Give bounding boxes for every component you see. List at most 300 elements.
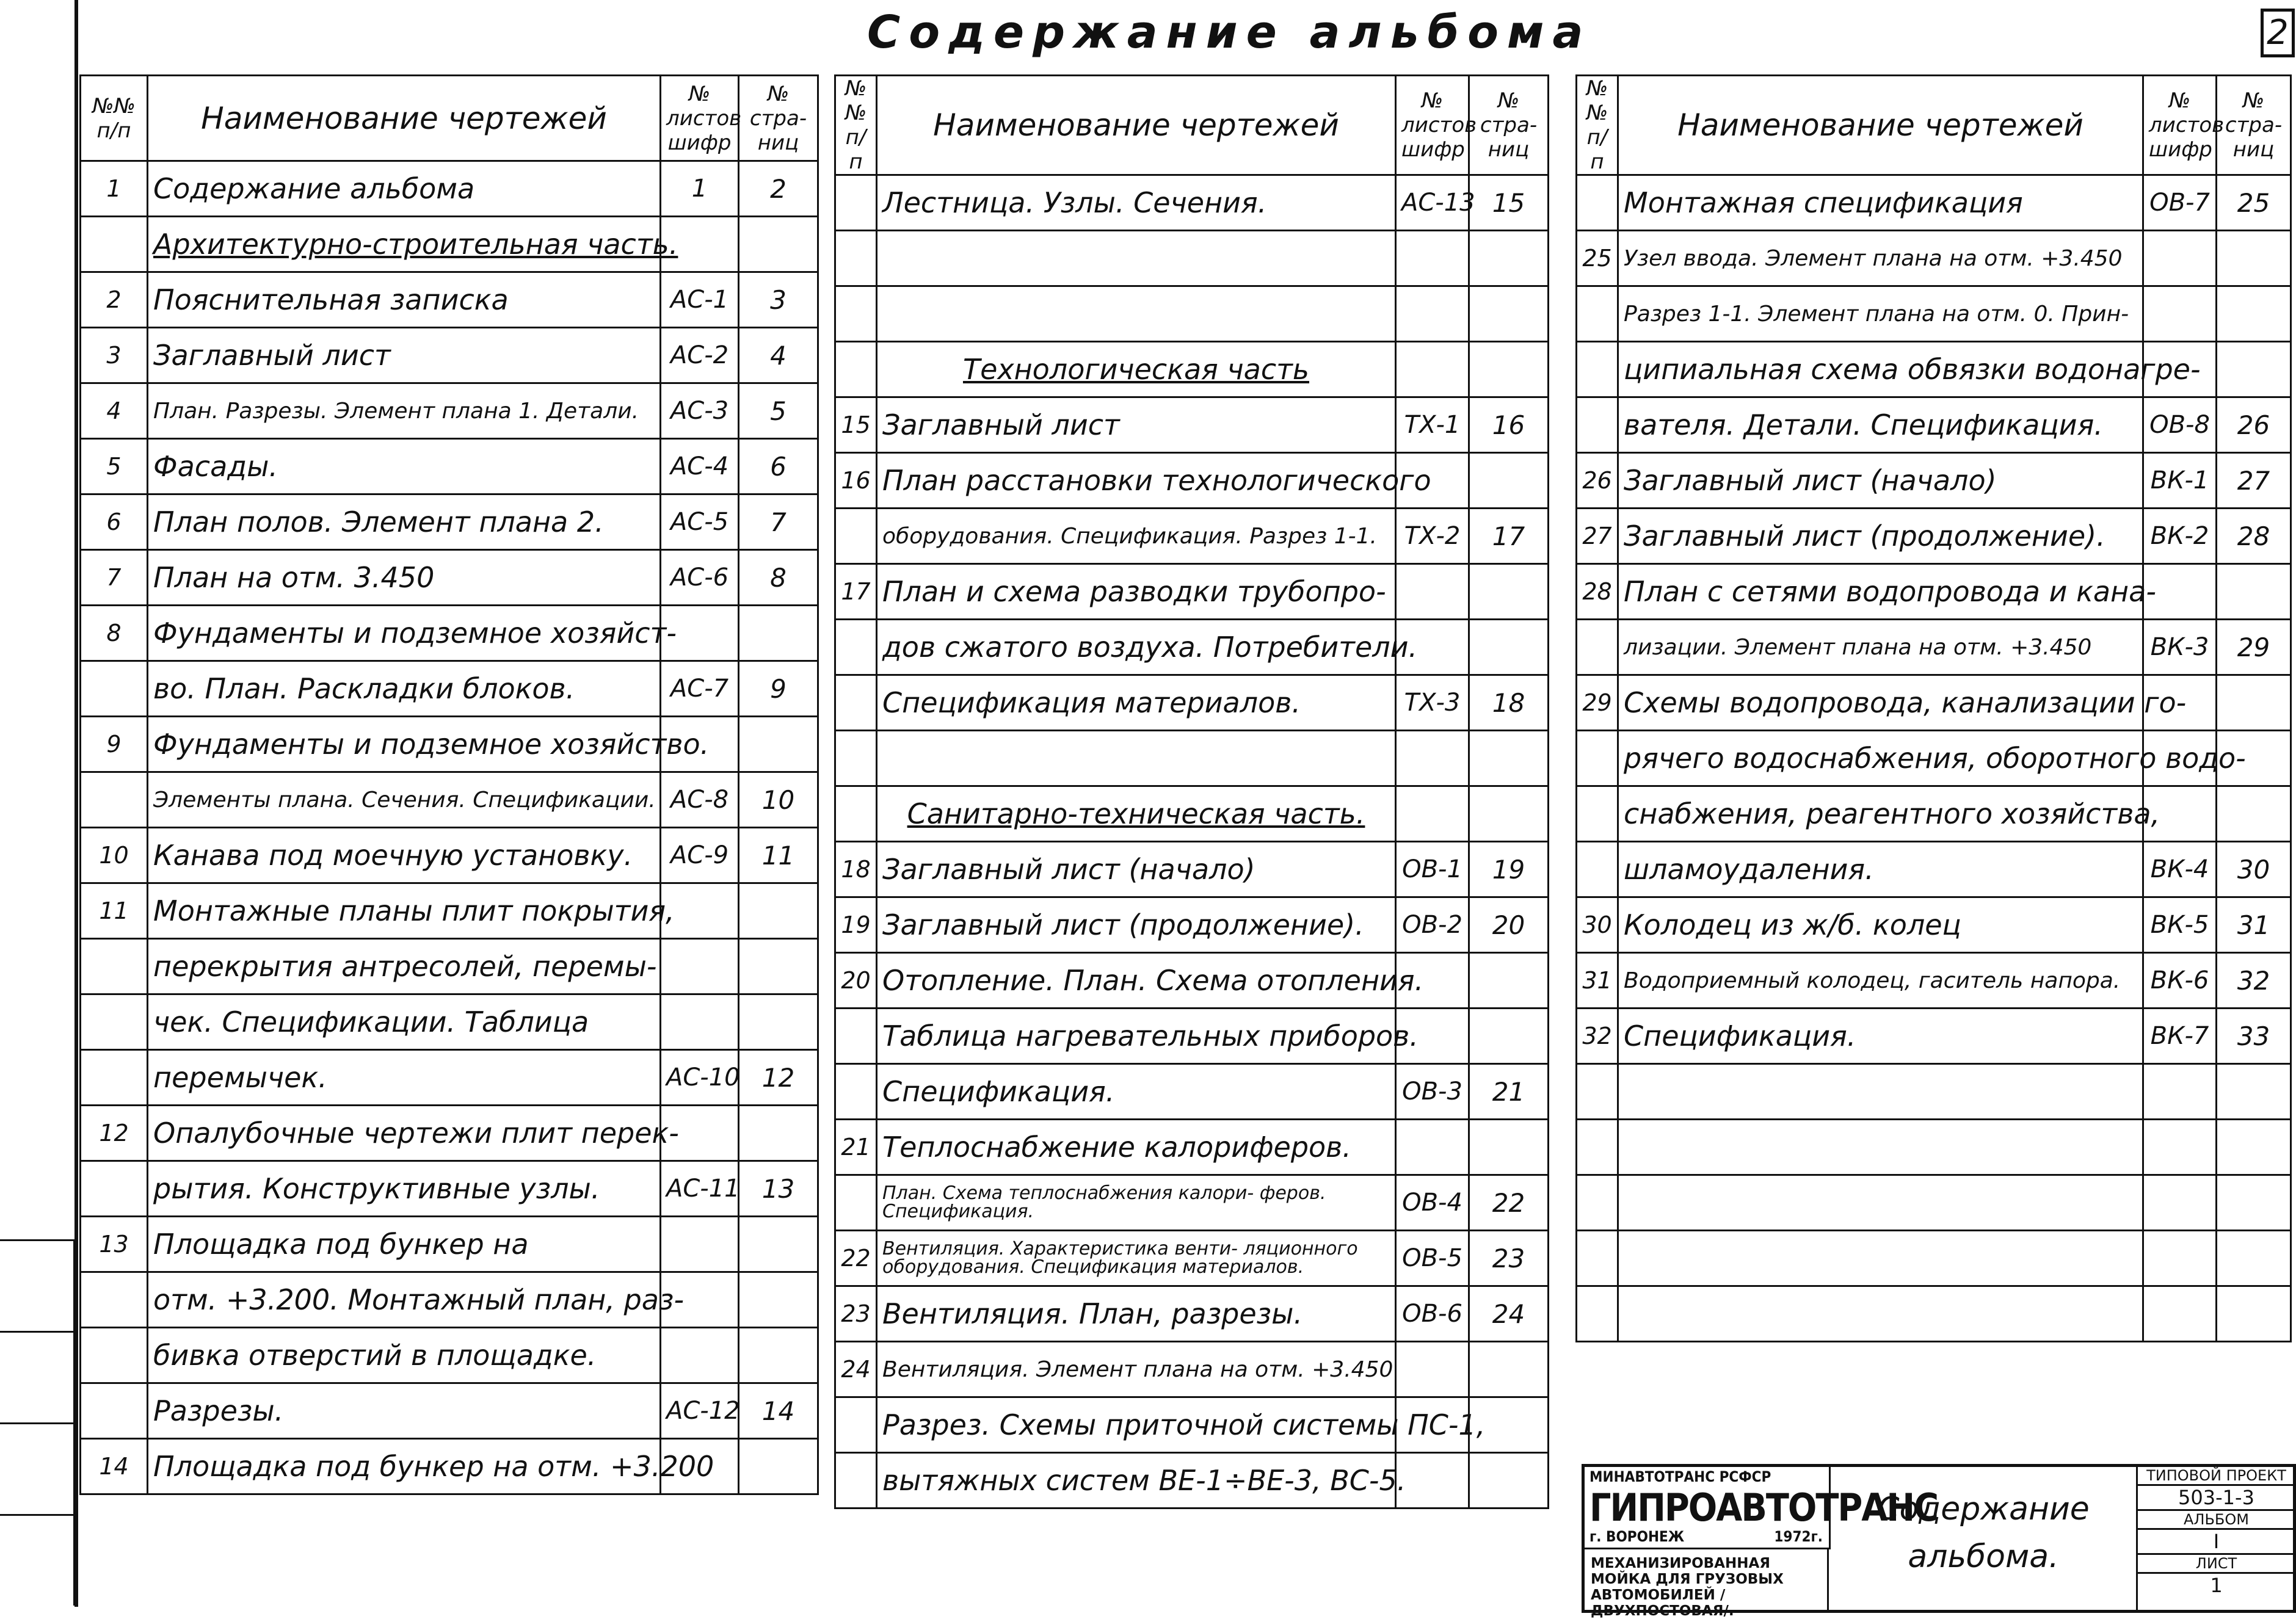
row-name: Технологическая часть (877, 342, 1396, 397)
table-row (81, 439, 818, 494)
row-num (835, 1064, 877, 1120)
row-sheet: ВК-6 (2143, 953, 2217, 1009)
table-row (835, 397, 1549, 453)
row-name: Содержание альбома (148, 161, 661, 217)
table-row (1577, 342, 2291, 397)
table-row (81, 883, 818, 939)
table-row (1577, 564, 2291, 620)
row-sheet: АС-11 (661, 1161, 739, 1217)
table-row (1577, 786, 2291, 842)
row-page (739, 939, 818, 994)
row-num (1577, 1286, 1618, 1342)
row-page (1469, 786, 1549, 842)
row-name: вытяжных систем ВЕ-1÷ВЕ-3, ВС-5. (877, 1453, 1396, 1509)
row-sheet: ОВ-6 (1396, 1286, 1469, 1342)
row-num (1577, 1064, 1618, 1120)
row-num (1577, 342, 1618, 397)
row-name: Архитектурно-строительная часть. (148, 217, 661, 272)
row-page: 16 (1469, 397, 1549, 453)
table-row (81, 1328, 818, 1383)
row-page (1469, 731, 1549, 786)
row-page (2217, 1286, 2291, 1342)
row-page (1469, 1342, 1549, 1397)
row-name: Спецификация. (1618, 1009, 2143, 1064)
row-num: 14 (81, 1439, 148, 1494)
row-num (81, 1161, 148, 1217)
row-page: 33 (2217, 1009, 2291, 1064)
row-name: шламоудаления. (1618, 842, 2143, 897)
row-sheet (2143, 1120, 2217, 1175)
row-num: 26 (1577, 453, 1618, 509)
row-num: 9 (81, 717, 148, 772)
row-name: Лестница. Узлы. Сечения. (877, 175, 1396, 231)
row-sheet (1396, 564, 1469, 620)
row-sheet: ВК-1 (2143, 453, 2217, 509)
row-page (1469, 453, 1549, 509)
organization-name: ГИПРОАВТОТРАНС (1589, 1485, 1938, 1530)
table-row (835, 1397, 1549, 1453)
row-sheet (1396, 1342, 1469, 1397)
row-page: 14 (739, 1383, 818, 1439)
row-name: План на отм. 3.450 (148, 550, 661, 606)
row-sheet (661, 1328, 739, 1383)
table-row (81, 1439, 818, 1494)
row-page (1469, 620, 1549, 675)
row-num (835, 175, 877, 231)
row-num: 5 (81, 439, 148, 494)
row-name: Вентиляция. Элемент плана на отм. +3.450 (877, 1342, 1396, 1397)
row-sheet (2143, 1286, 2217, 1342)
row-page: 15 (1469, 175, 1549, 231)
row-name (1618, 1120, 2143, 1175)
row-sheet: ОВ-8 (2143, 397, 2217, 453)
row-name: Элементы плана. Сечения. Спецификации. (148, 772, 661, 828)
table-row (1577, 953, 2291, 1009)
row-name: Монтажная спецификация (1618, 175, 2143, 231)
row-name: Отопление. План. Схема отопления. (877, 953, 1396, 1009)
row-page: 10 (739, 772, 818, 828)
row-name: Заглавный лист (начало) (1618, 453, 2143, 509)
table-row (1577, 453, 2291, 509)
row-sheet: ВК-7 (2143, 1009, 2217, 1064)
contents-table-2 (834, 74, 1549, 1509)
row-page: 17 (1469, 509, 1549, 564)
row-name: Спецификация материалов. (877, 675, 1396, 731)
row-page (1469, 953, 1549, 1009)
row-num: 20 (835, 953, 877, 1009)
table-row (835, 731, 1549, 786)
sheet-description-line2: альбома. (1908, 1538, 2059, 1575)
row-page (1469, 231, 1549, 286)
row-num (835, 286, 877, 342)
row-name (877, 286, 1396, 342)
row-num (81, 994, 148, 1050)
organization-block (1585, 1467, 1938, 1549)
row-num: 8 (81, 606, 148, 661)
row-page (2217, 1120, 2291, 1175)
project-code: 503-1-3 (2138, 1486, 2295, 1511)
table-row (835, 286, 1549, 342)
table-row (835, 842, 1549, 897)
row-num (1577, 1120, 1618, 1175)
row-num (81, 1272, 148, 1328)
row-name: Спецификация. (877, 1064, 1396, 1120)
table-row (1577, 397, 2291, 453)
row-page (739, 994, 818, 1050)
row-num (81, 1383, 148, 1439)
row-name: бивка отверстий в площадке. (148, 1328, 661, 1383)
row-page (2217, 786, 2291, 842)
row-page: 32 (2217, 953, 2291, 1009)
row-num: 30 (1577, 897, 1618, 953)
row-name: Заглавный лист (продолжение). (877, 897, 1396, 953)
row-page (739, 1217, 818, 1272)
row-name: Теплоснабжение калориферов. (877, 1120, 1396, 1175)
header-name: Наименование чертежей (877, 76, 1396, 175)
row-num (81, 1050, 148, 1106)
row-num (81, 1328, 148, 1383)
row-sheet: ВК-4 (2143, 842, 2217, 897)
table-row (81, 828, 818, 883)
row-num (1577, 175, 1618, 231)
row-page: 13 (739, 1161, 818, 1217)
table-row (1577, 509, 2291, 564)
table-row (835, 509, 1549, 564)
row-sheet (2143, 1231, 2217, 1286)
row-sheet (2143, 1175, 2217, 1231)
table-row (1577, 175, 2291, 231)
row-sheet: АС-12 (661, 1383, 739, 1439)
table-row (1577, 842, 2291, 897)
row-name: отм. +3.200. Монтажный план, раз- (148, 1272, 661, 1328)
row-num: 2 (81, 272, 148, 328)
row-name: Водоприемный колодец, гаситель напора. (1618, 953, 2143, 1009)
row-name: рытия. Конструктивные узлы. (148, 1161, 661, 1217)
table-row (835, 453, 1549, 509)
table-row (835, 175, 1549, 231)
row-page: 4 (739, 328, 818, 383)
row-page: 3 (739, 272, 818, 328)
row-name: Санитарно-техническая часть. (877, 786, 1396, 842)
title-block-stamp (1582, 1464, 2296, 1619)
row-page (739, 883, 818, 939)
row-num (1577, 620, 1618, 675)
row-name: Заглавный лист (начало) (877, 842, 1396, 897)
table-row (1577, 897, 2291, 953)
table-row (81, 217, 818, 272)
row-page (739, 1439, 818, 1494)
header-num: №№ п/п (1577, 76, 1618, 175)
table-row (1577, 1231, 2291, 1286)
row-num: 6 (81, 494, 148, 550)
row-num: 32 (1577, 1009, 1618, 1064)
row-name (1618, 1231, 2143, 1286)
table-row (835, 1231, 1549, 1286)
row-page (2217, 675, 2291, 731)
row-num (81, 217, 148, 272)
row-page: 12 (739, 1050, 818, 1106)
row-page (1469, 1120, 1549, 1175)
table-row (1577, 731, 2291, 786)
row-name: Площадка под бункер на (148, 1217, 661, 1272)
object-name: МЕХАНИЗИРОВАННАЯ МОЙКА ДЛЯ ГРУЗОВЫХ АВТОМОБИЛЕЙ /ДВУХПОСТОВАЯ/. (1585, 1549, 1829, 1610)
row-num: 7 (81, 550, 148, 606)
row-page (739, 1106, 818, 1161)
row-name: чек. Спецификации. Таблица (148, 994, 661, 1050)
row-sheet: ВК-5 (2143, 897, 2217, 953)
row-sheet: ТХ-3 (1396, 675, 1469, 731)
table-row (1577, 1286, 2291, 1342)
row-page: 24 (1469, 1286, 1549, 1342)
ministry-label: МИНАВТОТРАНС РСФСР (1589, 1468, 1771, 1485)
row-sheet (661, 1217, 739, 1272)
table-row (835, 1342, 1549, 1397)
row-num (81, 772, 148, 828)
row-sheet: АС-6 (661, 550, 739, 606)
row-name: Вентиляция. Характеристика венти- ляционного оборудования. Спецификация материалов. (877, 1231, 1396, 1286)
row-num: 27 (1577, 509, 1618, 564)
organization-year: 1972г. (1774, 1528, 1823, 1545)
row-page: 20 (1469, 897, 1549, 953)
row-num: 31 (1577, 953, 1618, 1009)
header-sheet: № листов шифр (2143, 76, 2217, 175)
row-num: 19 (835, 897, 877, 953)
table-row (81, 383, 818, 439)
row-sheet: АС-1 (661, 272, 739, 328)
row-sheet: ВК-2 (2143, 509, 2217, 564)
row-name: рячего водоснабжения, оборотного водо- (1618, 731, 2143, 786)
row-num (835, 731, 877, 786)
row-name: Площадка под бункер на отм. +3.200 (148, 1439, 661, 1494)
row-num (835, 1009, 877, 1064)
row-sheet: АС-4 (661, 439, 739, 494)
row-name (1618, 1064, 2143, 1120)
table-row (81, 1106, 818, 1161)
row-num (1577, 842, 1618, 897)
row-num (1577, 1175, 1618, 1231)
row-page: 25 (2217, 175, 2291, 231)
row-name: Схемы водопровода, канализации го- (1618, 675, 2143, 731)
organization-city: г. ВОРОНЕЖ (1589, 1528, 1685, 1545)
row-num: 15 (835, 397, 877, 453)
sheet-description-line1: Содержание (1877, 1491, 2090, 1527)
row-page: 31 (2217, 897, 2291, 953)
row-page (2217, 286, 2291, 342)
table-row (81, 494, 818, 550)
row-name: Разрез 1-1. Элемент плана на отм. 0. Прин- (1618, 286, 2143, 342)
table-row (835, 1120, 1549, 1175)
row-name: снабжения, реагентного хозяйства, (1618, 786, 2143, 842)
row-page: 9 (739, 661, 818, 717)
table-row (1577, 620, 2291, 675)
row-page (2217, 231, 2291, 286)
row-name: Монтажные планы плит покрытия, (148, 883, 661, 939)
table-row (81, 328, 818, 383)
table-row (1577, 1120, 2291, 1175)
row-num (1577, 286, 1618, 342)
row-page (739, 717, 818, 772)
row-sheet: ОВ-3 (1396, 1064, 1469, 1120)
row-name: лизации. Элемент плана на отм. +3.450 (1618, 620, 2143, 675)
row-page (1469, 1009, 1549, 1064)
row-name: оборудования. Спецификация. Разрез 1-1. (877, 509, 1396, 564)
row-sheet (1396, 231, 1469, 286)
row-name: План полов. Элемент плана 2. (148, 494, 661, 550)
table-row (81, 717, 818, 772)
row-sheet (1396, 731, 1469, 786)
table-row (81, 1272, 818, 1328)
contents-table-1 (79, 74, 819, 1495)
row-num: 23 (835, 1286, 877, 1342)
row-page (2217, 1231, 2291, 1286)
table-row (81, 272, 818, 328)
row-page: 5 (739, 383, 818, 439)
row-page (2217, 1175, 2291, 1231)
album-label: АЛЬБОМ (2138, 1511, 2295, 1530)
row-name: Таблица нагревательных приборов. (877, 1009, 1396, 1064)
table-row (835, 342, 1549, 397)
row-num (835, 786, 877, 842)
row-sheet: ОВ-4 (1396, 1175, 1469, 1231)
row-name: Канава под моечную установку. (148, 828, 661, 883)
row-num: 12 (81, 1106, 148, 1161)
table-row (81, 550, 818, 606)
table-row (835, 620, 1549, 675)
row-num: 25 (1577, 231, 1618, 286)
row-num: 17 (835, 564, 877, 620)
row-name: дов сжатого воздуха. Потребители. (877, 620, 1396, 675)
header-page: № стра-ниц (1469, 76, 1549, 175)
row-page: 26 (2217, 397, 2291, 453)
row-num (835, 1175, 877, 1231)
table-row (81, 1383, 818, 1439)
table-row (835, 786, 1549, 842)
row-num: 13 (81, 1217, 148, 1272)
row-name: План. Разрезы. Элемент плана 1. Детали. (148, 383, 661, 439)
table-row (835, 953, 1549, 1009)
row-page: 18 (1469, 675, 1549, 731)
table-row (81, 1217, 818, 1272)
project-label: ТИПОВОЙ ПРОЕКТ (2138, 1467, 2295, 1486)
table-row (835, 231, 1549, 286)
row-sheet (661, 939, 739, 994)
row-num: 4 (81, 383, 148, 439)
row-page: 19 (1469, 842, 1549, 897)
table-row (835, 897, 1549, 953)
row-num (1577, 731, 1618, 786)
row-name: перекрытия антресолей, перемы- (148, 939, 661, 994)
header-page: № стра-ниц (739, 76, 818, 161)
row-sheet (2143, 231, 2217, 286)
table-row (81, 1161, 818, 1217)
row-page (739, 606, 818, 661)
sheet-value: 1 (2210, 1574, 2223, 1597)
row-page: 21 (1469, 1064, 1549, 1120)
table-row (1577, 1064, 2291, 1120)
row-page: 2 (739, 161, 818, 217)
row-num: 28 (1577, 564, 1618, 620)
header-name: Наименование чертежей (1618, 76, 2143, 175)
header-name: Наименование чертежей (148, 76, 661, 161)
row-num (835, 509, 877, 564)
row-sheet (2143, 286, 2217, 342)
table-row (1577, 286, 2291, 342)
table-row (835, 1453, 1549, 1509)
row-num: 29 (1577, 675, 1618, 731)
row-page (1469, 286, 1549, 342)
table-row (835, 675, 1549, 731)
row-sheet: АС-5 (661, 494, 739, 550)
row-name: План и схема разводки трубопро- (877, 564, 1396, 620)
row-name: ципиальная схема обвязки водонагре- (1618, 342, 2143, 397)
row-num (835, 620, 877, 675)
row-name: Опалубочные чертежи плит перек- (148, 1106, 661, 1161)
row-name: Вентиляция. План, разрезы. (877, 1286, 1396, 1342)
page-title: Содержание альбома (867, 6, 1592, 59)
side-signature-strip (0, 1239, 76, 1606)
row-name (1618, 1286, 2143, 1342)
table-row (81, 994, 818, 1050)
row-page: 6 (739, 439, 818, 494)
row-sheet: ОВ-1 (1396, 842, 1469, 897)
row-sheet: АС-13 (1396, 175, 1469, 231)
page-number: 2 (2261, 9, 2295, 57)
row-page: 28 (2217, 509, 2291, 564)
row-num (1577, 786, 1618, 842)
table-row (81, 661, 818, 717)
row-num: 1 (81, 161, 148, 217)
row-sheet: ТХ-1 (1396, 397, 1469, 453)
row-page (1469, 342, 1549, 397)
row-name (877, 231, 1396, 286)
row-num: 3 (81, 328, 148, 383)
row-name: Разрезы. (148, 1383, 661, 1439)
header-num: №№ п/п (81, 76, 148, 161)
row-name: План с сетями водопровода и кана- (1618, 564, 2143, 620)
row-name: Пояснительная записка (148, 272, 661, 328)
row-sheet: ОВ-2 (1396, 897, 1469, 953)
table-row (1577, 231, 2291, 286)
row-name: Узел ввода. Элемент плана на отм. +3.450 (1618, 231, 2143, 286)
table-row (1577, 1009, 2291, 1064)
row-page: 23 (1469, 1231, 1549, 1286)
row-page (2217, 1064, 2291, 1120)
table-row (835, 1064, 1549, 1120)
row-page (739, 217, 818, 272)
table-row (835, 564, 1549, 620)
table-row (835, 1175, 1549, 1231)
row-name: Колодец из ж/б. колец (1618, 897, 2143, 953)
row-page (1469, 564, 1549, 620)
row-page (1469, 1453, 1549, 1509)
row-name: Заглавный лист (продолжение). (1618, 509, 2143, 564)
row-num (835, 231, 877, 286)
row-sheet: 1 (661, 161, 739, 217)
row-num (1577, 1231, 1618, 1286)
row-page: 29 (2217, 620, 2291, 675)
row-page: 27 (2217, 453, 2291, 509)
contents-table-3 (1575, 74, 2292, 1342)
row-page (739, 1272, 818, 1328)
row-num (1577, 397, 1618, 453)
row-sheet: АС-9 (661, 828, 739, 883)
row-sheet: АС-10 (661, 1050, 739, 1106)
row-num (81, 661, 148, 717)
table-row (835, 1286, 1549, 1342)
row-sheet: ОВ-7 (2143, 175, 2217, 231)
row-num (835, 1397, 877, 1453)
row-num: 24 (835, 1342, 877, 1397)
